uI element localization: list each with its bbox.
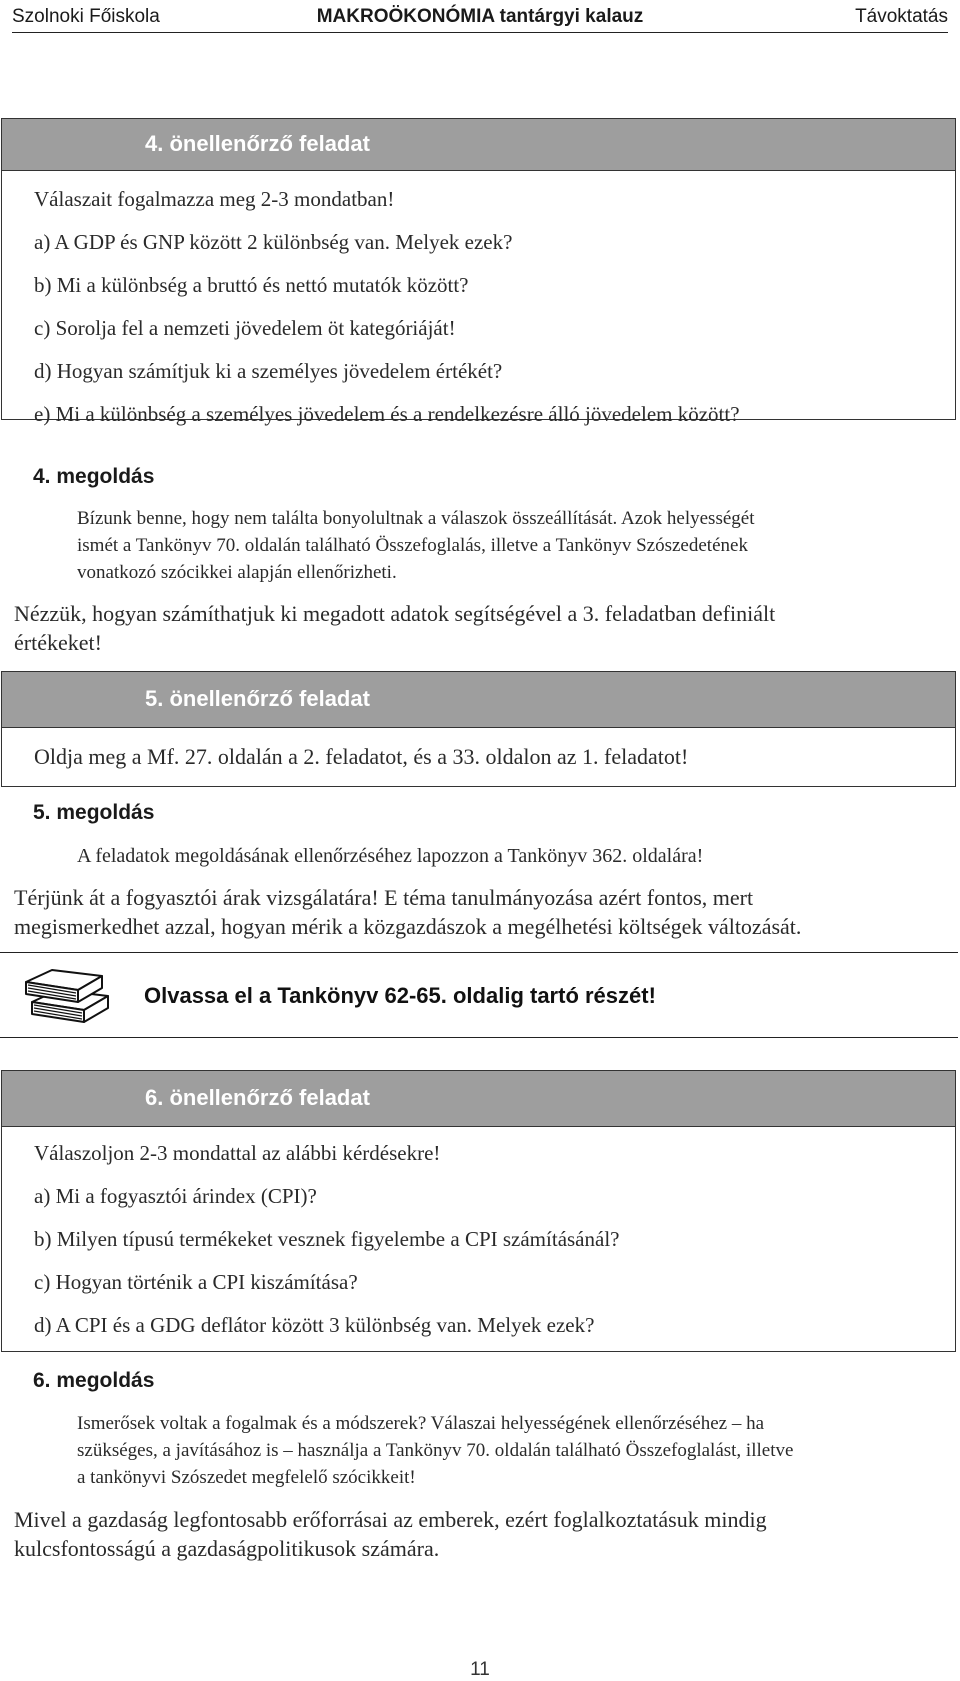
solution-6-line: Ismerősek voltak a fogalmak és a módszerek? Válaszai helyességének ellenőrzéséhez – ha xyxy=(77,1413,765,1434)
task-4-question-e: e) Mi a különbség a személyes jövedelem és a rendelkezésre álló jövedelem között? xyxy=(34,402,740,426)
reading-assignment: Olvassa el a Tankönyv 62-65. oldalig tartó részét! xyxy=(144,983,656,1008)
solution-6-text xyxy=(77,1410,917,1491)
paragraph-consumer-prices xyxy=(14,883,939,941)
task-4-body xyxy=(2,171,955,436)
task-6-question-b: b) Milyen típusú termékeket vesznek figyelembe a CPI számításánál? xyxy=(34,1227,620,1251)
page-header xyxy=(12,4,948,33)
task-6-question-a: a) Mi a fogyasztói árindex (CPI)? xyxy=(34,1184,317,1208)
header-program: Távoktatás xyxy=(855,6,948,27)
page-number: 11 xyxy=(470,1659,490,1680)
task-4-question-d: d) Hogyan számítjuk ki a személyes jövedelem értékét? xyxy=(34,359,503,383)
task-4-question-b: b) Mi a különbség a bruttó és nettó mutatók között? xyxy=(34,273,469,297)
task-5-body xyxy=(2,728,955,778)
solution-5-line: A feladatok megoldásának ellenőrzéséhez lapozzon a Tankönyv 362. oldalára! xyxy=(77,845,704,867)
paragraph-line: Nézzük, hogyan számíthatjuk ki megadott adatok segítségével a 3. feladatban definiált xyxy=(14,601,776,626)
task-4-question-a: a) A GDP és GNP között 2 különbség van. Melyek ezek? xyxy=(34,230,513,254)
header-course-title: MAKROÖKONÓMIA tantárgyi kalauz xyxy=(316,6,644,27)
solution-6-line: szükséges, a javításához is – használja a Tankönyv 70. oldalán található Összefoglalást, illetve xyxy=(77,1440,794,1461)
task-4-title: 4. önellenőrző feladat xyxy=(2,119,955,171)
solution-4-text xyxy=(77,505,917,586)
paragraph-calculation-intro xyxy=(14,599,939,657)
task-4-box xyxy=(1,118,956,426)
task-6-title: 6. önellenőrző feladat xyxy=(2,1071,955,1127)
solution-6-line: a tankönyvi Szószedet megfelelő szócikkeit! xyxy=(77,1467,416,1488)
header-institution: Szolnoki Főiskola xyxy=(12,6,160,27)
paragraph-line: kulcsfontosságú a gazdaságpolitikusok számára. xyxy=(14,1536,440,1561)
divider-bottom xyxy=(0,1037,958,1038)
divider-top xyxy=(0,952,958,953)
paragraph-line: Térjünk át a fogyasztói árak vizsgálatára! E téma tanulmányozása azért fontos, mert xyxy=(14,885,754,910)
paragraph-line: Mivel a gazdaság legfontosabb erőforrásai az emberek, ezért foglalkoztatásuk mindig xyxy=(14,1507,767,1532)
task-4-question-c: c) Sorolja fel a nemzeti jövedelem öt kategóriáját! xyxy=(34,316,456,340)
task-6-body xyxy=(2,1127,955,1347)
solution-4-line: Bízunk benne, hogy nem találta bonyolultnak a válaszok összeállítását. Azok helyességét xyxy=(77,508,755,529)
solution-5-title: 5. megoldás xyxy=(33,801,155,824)
task-5-title: 5. önellenőrző feladat xyxy=(2,672,955,728)
task-4-instruction: Válaszait fogalmazza meg 2-3 mondatban! xyxy=(34,187,395,211)
task-6-question-d: d) A CPI és a GDG deflátor között 3 különbség van. Melyek ezek? xyxy=(34,1313,595,1337)
solution-6-title: 6. megoldás xyxy=(33,1369,155,1392)
task-6-box xyxy=(1,1070,956,1352)
solution-4-line: ismét a Tankönyv 70. oldalán található Összefoglalás, illetve a Tankönyv Szószedetének xyxy=(77,535,748,556)
paragraph-line: megismerkedhet azzal, hogyan mérik a közgazdászok a megélhetési költségek változását. xyxy=(14,914,802,939)
task-6-instruction: Válaszoljon 2-3 mondattal az alábbi kérdésekre! xyxy=(34,1141,441,1165)
books-icon xyxy=(18,964,118,1028)
solution-5-text xyxy=(77,843,917,870)
task-5-instruction: Oldja meg a Mf. 27. oldalán a 2. feladatot, és a 33. oldalon az 1. feladatot! xyxy=(34,744,689,769)
paragraph-line: értékeket! xyxy=(14,630,102,655)
solution-4-title: 4. megoldás xyxy=(33,465,155,488)
task-6-question-c: c) Hogyan történik a CPI kiszámítása? xyxy=(34,1270,358,1294)
paragraph-employment xyxy=(14,1505,939,1563)
task-5-box xyxy=(1,671,956,787)
solution-4-line: vonatkozó szócikkei alapján ellenőrizheti. xyxy=(77,562,397,583)
